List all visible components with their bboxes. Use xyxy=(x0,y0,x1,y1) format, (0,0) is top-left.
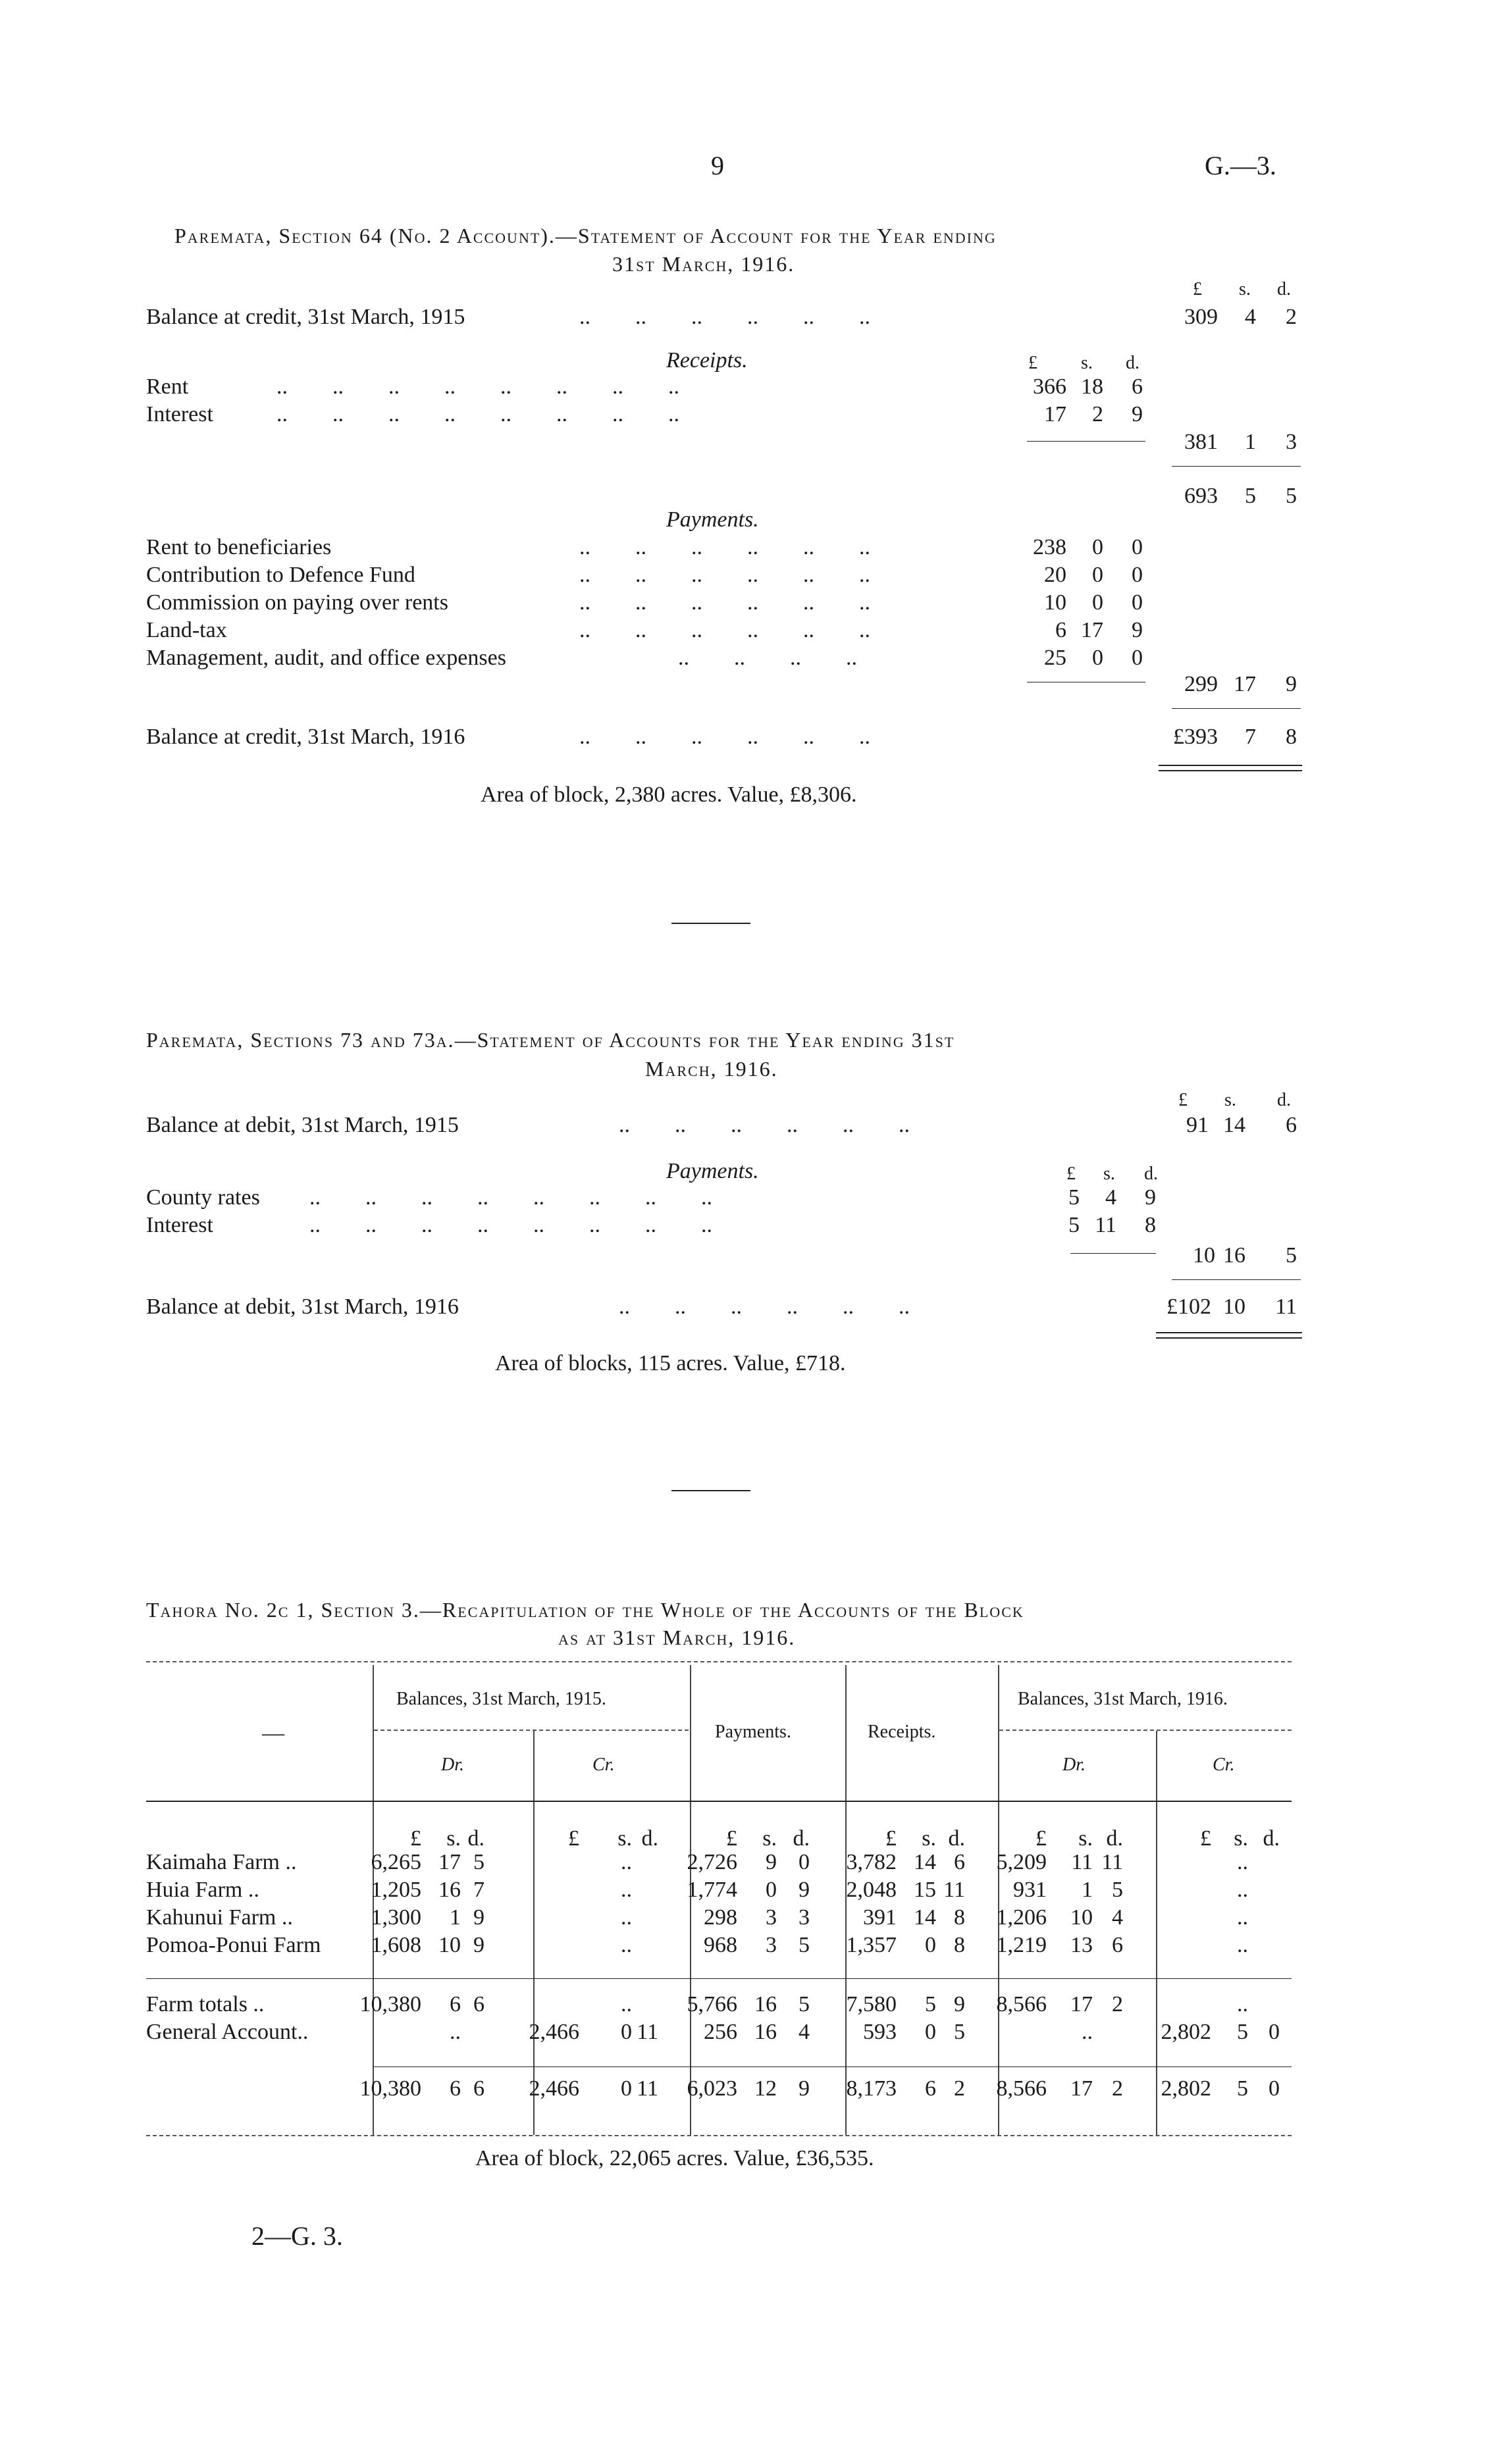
cell-pence: 2 xyxy=(1112,2076,1123,2101)
cell-shillings: 16 xyxy=(754,2020,777,2044)
receipt-pence: 6 xyxy=(1132,374,1143,399)
cell-pounds: 2,466 xyxy=(529,2020,579,2044)
cell-pounds: 10,380 xyxy=(359,2076,421,2101)
table-row-label: Huia Farm .. xyxy=(146,1878,259,1902)
payment-pence: 0 xyxy=(1132,535,1143,559)
cell-pounds: 2,802 xyxy=(1161,2076,1211,2101)
double-rule xyxy=(1159,770,1302,771)
cell-pence: 9 xyxy=(954,1992,965,2016)
unit-label: £ xyxy=(1200,1826,1211,1851)
cell-pounds: 1,774 xyxy=(687,1878,737,1902)
divider xyxy=(146,1978,1292,1979)
payments-heading: Payments. xyxy=(666,1159,759,1183)
cell-pence: 5 xyxy=(799,1933,810,1957)
unit-label: d. xyxy=(641,1826,658,1851)
col-pence: d. xyxy=(1277,279,1291,299)
closing-balance-label: Balance at credit, 31st March, 1916 xyxy=(146,725,465,749)
section3-title-line2: as at 31st March, 1916. xyxy=(558,1626,796,1649)
unit-label: s. xyxy=(1234,1826,1248,1851)
cell-shillings: 16 xyxy=(438,1878,461,1902)
cell-pounds: 10,380 xyxy=(359,1992,421,2016)
payment-pence: 0 xyxy=(1132,590,1143,615)
empty-cell: .. xyxy=(621,1878,632,1902)
header-receipts: Receipts. xyxy=(868,1722,936,1742)
payments-heading: Payments. xyxy=(666,507,759,532)
receipt-pounds: 17 xyxy=(1044,402,1066,426)
closing-shillings: 7 xyxy=(1245,725,1256,749)
cell-shillings: 0 xyxy=(621,2076,632,2101)
closing-shillings: 10 xyxy=(1223,1295,1245,1319)
unit-label: s. xyxy=(922,1826,936,1851)
opening-shillings: 4 xyxy=(1245,305,1256,329)
unit-label: £ xyxy=(410,1826,421,1851)
empty-cell: .. xyxy=(621,1992,632,2016)
unit-label: s. xyxy=(1078,1826,1093,1851)
unit-label: d. xyxy=(467,1826,485,1851)
cell-pounds: 2,726 xyxy=(687,1850,737,1874)
cell-shillings: 10 xyxy=(438,1933,461,1957)
receipts-col-d: d. xyxy=(1126,353,1139,373)
cell-pounds: 391 xyxy=(863,1905,897,1930)
cell-shillings: 17 xyxy=(1070,1992,1093,2016)
payment-label: Rent to beneficiaries xyxy=(146,535,332,559)
leader-dots: .. .. .. .. .. .. xyxy=(579,563,915,587)
payments-col-s: s. xyxy=(1103,1164,1115,1184)
receipts-heading: Receipts. xyxy=(666,348,748,372)
cell-pounds: 3,782 xyxy=(846,1850,897,1874)
cell-pence: 2 xyxy=(954,2076,965,2101)
cell-pence: 6 xyxy=(473,2076,485,2101)
cell-pence: 6 xyxy=(954,1850,965,1874)
payment-label: Land-tax xyxy=(146,618,227,642)
cell-shillings: 0 xyxy=(621,2020,632,2044)
payment-label: Management, audit, and office expenses xyxy=(146,646,506,670)
cell-pounds: 5,766 xyxy=(687,1992,737,2016)
section-separator xyxy=(671,1490,750,1491)
double-rule xyxy=(1156,1337,1302,1339)
closing-pence: 11 xyxy=(1275,1295,1297,1319)
payment-shillings: 0 xyxy=(1092,646,1103,670)
divider xyxy=(1172,466,1301,467)
table-top-rule xyxy=(146,1661,1292,1662)
cell-shillings: 5 xyxy=(1237,2076,1248,2101)
cell-shillings: 10 xyxy=(1070,1905,1093,1930)
receipt-shillings: 2 xyxy=(1092,402,1103,426)
header-payments: Payments. xyxy=(715,1722,791,1742)
cell-pence: 0 xyxy=(799,1850,810,1874)
cell-pounds: 5,209 xyxy=(996,1850,1047,1874)
payment-pounds: 5 xyxy=(1068,1213,1080,1237)
payment-pence: 9 xyxy=(1145,1185,1156,1210)
header-cr: Cr. xyxy=(592,1755,615,1775)
cell-pence: 4 xyxy=(1112,1905,1123,1930)
payment-label: Commission on paying over rents xyxy=(146,590,448,615)
section-separator xyxy=(671,923,750,924)
cell-shillings: 5 xyxy=(1237,2020,1248,2044)
leader-dots: .. .. .. .. xyxy=(678,646,902,670)
cell-pounds: 931 xyxy=(1013,1878,1047,1902)
unit-label: s. xyxy=(617,1826,632,1851)
cell-pence: 8 xyxy=(954,1905,965,1930)
header-rule xyxy=(374,1730,689,1731)
payment-label: Interest xyxy=(146,1213,213,1237)
empty-cell: .. xyxy=(1082,2020,1093,2044)
cell-pence: 0 xyxy=(1269,2020,1280,2044)
cell-pence: 11 xyxy=(637,2020,658,2044)
closing-pounds: £102 xyxy=(1166,1295,1211,1319)
closing-pounds: £393 xyxy=(1173,725,1218,749)
leader-dots: .. .. .. .. .. .. .. .. xyxy=(309,1185,712,1210)
payment-pence: 0 xyxy=(1132,646,1143,670)
cell-shillings: 3 xyxy=(766,1905,777,1930)
cell-pounds: 7,580 xyxy=(846,1992,897,2016)
header-balances-1915: Balances, 31st March, 1915. xyxy=(396,1689,606,1709)
cell-pounds: 8,566 xyxy=(996,1992,1047,2016)
payment-pounds: 5 xyxy=(1068,1185,1080,1210)
section2-title-line2: March, 1916. xyxy=(645,1057,778,1081)
payments-total-pence: 5 xyxy=(1286,1243,1297,1268)
column-rule xyxy=(533,1731,535,2135)
cell-pounds: 968 xyxy=(704,1933,737,1957)
col-pence: d. xyxy=(1277,1090,1291,1110)
opening-pence: 2 xyxy=(1286,305,1297,329)
section3-footnote: Area of block, 22,065 acres. Value, £36,535. xyxy=(475,2146,874,2170)
header-dr: Dr. xyxy=(441,1755,465,1775)
col-pound: £ xyxy=(1193,279,1202,299)
payments-col-d: d. xyxy=(1144,1164,1158,1184)
cell-pounds: 298 xyxy=(704,1905,737,1930)
cell-shillings: 14 xyxy=(914,1905,936,1930)
divider xyxy=(1027,441,1145,442)
unit-label: £ xyxy=(568,1826,579,1851)
payment-pence: 8 xyxy=(1145,1213,1156,1237)
cell-pence: 5 xyxy=(1112,1878,1123,1902)
cell-pence: 5 xyxy=(799,1992,810,2016)
unit-label: d. xyxy=(1263,1826,1280,1851)
unit-label: £ xyxy=(726,1826,737,1851)
receipts-total-pounds: 381 xyxy=(1184,430,1218,454)
leader-dots: .. .. .. .. .. .. xyxy=(579,725,870,749)
payment-pounds: 6 xyxy=(1055,618,1066,642)
empty-cell: .. xyxy=(450,2020,461,2044)
leader-dots: .. .. .. .. .. .. xyxy=(619,1113,910,1137)
payments-total-pounds: 10 xyxy=(1193,1243,1215,1268)
header-balances-1916: Balances, 31st March, 1916. xyxy=(1018,1689,1228,1709)
section2-footnote: Area of blocks, 115 acres. Value, £718. xyxy=(495,1351,846,1375)
unit-label: s. xyxy=(446,1826,461,1851)
cell-pounds: 2,048 xyxy=(846,1878,897,1902)
cell-pence: 9 xyxy=(799,1878,810,1902)
cell-shillings: 13 xyxy=(1070,1933,1093,1957)
leader-dots: .. .. .. .. .. .. xyxy=(619,1295,910,1319)
payment-shillings: 0 xyxy=(1092,535,1103,559)
table-row-label: Kaimaha Farm .. xyxy=(146,1850,297,1874)
opening-pence: 6 xyxy=(1286,1113,1297,1137)
cell-shillings: 6 xyxy=(450,1992,461,2016)
closing-pence: 8 xyxy=(1286,725,1297,749)
payments-total-shillings: 16 xyxy=(1223,1243,1245,1268)
cell-pence: 8 xyxy=(954,1933,965,1957)
cell-pounds: 2,802 xyxy=(1161,2020,1211,2044)
column-rule xyxy=(1156,1731,1157,2135)
table-row-label: Kahunui Farm .. xyxy=(146,1905,293,1930)
subtotal-pounds: 693 xyxy=(1184,484,1218,508)
empty-cell: .. xyxy=(1237,1905,1248,1930)
cell-pounds: 6,265 xyxy=(371,1850,421,1874)
leader-dots: .. .. .. .. .. .. .. .. xyxy=(276,402,679,426)
payment-pence: 9 xyxy=(1132,618,1143,642)
divider xyxy=(1070,1253,1156,1254)
receipt-label: Rent xyxy=(146,374,189,399)
header-rule xyxy=(999,1730,1292,1731)
leader-dots: .. .. .. .. .. .. .. .. xyxy=(309,1213,712,1237)
payments-col-pound: £ xyxy=(1066,1164,1076,1184)
section1-title: Paremata, Section 64 (No. 2 Account).—Statement of Account for the Year ending xyxy=(174,224,997,247)
empty-cell: .. xyxy=(1237,1850,1248,1874)
cell-pounds: 1,206 xyxy=(996,1905,1047,1930)
cell-shillings: 11 xyxy=(1071,1850,1093,1874)
receipts-col-pound: £ xyxy=(1028,353,1037,373)
divider xyxy=(1172,1279,1301,1280)
closing-balance-label: Balance at debit, 31st March, 1916 xyxy=(146,1295,459,1319)
cell-shillings: 1 xyxy=(450,1905,461,1930)
cell-shillings: 0 xyxy=(925,1933,936,1957)
subtotal-shillings: 5 xyxy=(1245,484,1256,508)
cell-pence: 2 xyxy=(1112,1992,1123,2016)
receipts-total-shillings: 1 xyxy=(1245,430,1256,454)
cell-shillings: 9 xyxy=(766,1850,777,1874)
cell-pounds: 593 xyxy=(863,2020,897,2044)
payment-shillings: 0 xyxy=(1092,590,1103,615)
payment-shillings: 17 xyxy=(1081,618,1103,642)
payment-pounds: 25 xyxy=(1044,646,1066,670)
payments-total-pence: 9 xyxy=(1286,672,1297,696)
cell-pounds: 1,608 xyxy=(371,1933,421,1957)
header-cr: Cr. xyxy=(1213,1755,1235,1775)
cell-pounds: 6,023 xyxy=(687,2076,737,2101)
empty-cell: .. xyxy=(621,1850,632,1874)
empty-cell: .. xyxy=(621,1933,632,1957)
receipt-label: Interest xyxy=(146,402,213,426)
cell-pence: 5 xyxy=(473,1850,485,1874)
cell-shillings: 0 xyxy=(925,2020,936,2044)
cell-shillings: 6 xyxy=(925,2076,936,2101)
opening-balance-label: Balance at credit, 31st March, 1915 xyxy=(146,305,465,329)
cell-pence: 11 xyxy=(943,1878,965,1902)
cell-shillings: 5 xyxy=(925,1992,936,2016)
cell-pence: 6 xyxy=(473,1992,485,2016)
cell-pence: 0 xyxy=(1269,2076,1280,2101)
cell-pounds: 8,566 xyxy=(996,2076,1047,2101)
cell-shillings: 17 xyxy=(438,1850,461,1874)
cell-shillings: 3 xyxy=(766,1933,777,1957)
divider xyxy=(1172,708,1301,709)
cell-pence: 6 xyxy=(1112,1933,1123,1957)
leader-dots: .. .. .. .. .. .. xyxy=(579,305,870,329)
receipts-col-s: s. xyxy=(1081,353,1093,373)
payment-shillings: 0 xyxy=(1092,563,1103,587)
unit-label: d. xyxy=(793,1826,810,1851)
page-number: 9 xyxy=(711,151,724,180)
farm-totals-row-label: Farm totals .. xyxy=(146,1992,265,2016)
general-account-row-label: General Account.. xyxy=(146,2020,309,2044)
payment-pounds: 10 xyxy=(1044,590,1066,615)
cell-shillings: 16 xyxy=(754,1992,777,2016)
col-shillings: s. xyxy=(1239,279,1251,299)
cell-shillings: 17 xyxy=(1070,2076,1093,2101)
leader-dots: .. .. .. .. .. .. xyxy=(579,618,915,642)
cell-pounds: 1,219 xyxy=(996,1933,1047,1957)
unit-label: £ xyxy=(885,1826,897,1851)
payment-pounds: 238 xyxy=(1033,535,1066,559)
cell-pence: 3 xyxy=(799,1905,810,1930)
section2-title: Paremata, Sections 73 and 73a.—Statement of Accounts for the Year ending 31st xyxy=(146,1028,955,1052)
cell-pounds: 1,357 xyxy=(846,1933,897,1957)
receipts-total-pence: 3 xyxy=(1286,430,1297,454)
payment-pence: 0 xyxy=(1132,563,1143,587)
cell-shillings: 12 xyxy=(754,2076,777,2101)
unit-label: s. xyxy=(762,1826,777,1851)
cell-pence: 11 xyxy=(637,2076,658,2101)
section1-footnote: Area of block, 2,380 acres. Value, £8,306. xyxy=(481,783,857,807)
cell-pence: 7 xyxy=(473,1878,485,1902)
section1-title-line2: 31st March, 1916. xyxy=(612,252,795,276)
header-dash: — xyxy=(262,1721,284,1745)
divider xyxy=(374,2066,1292,2067)
cell-shillings: 6 xyxy=(450,2076,461,2101)
leader-dots: .. .. .. .. .. .. xyxy=(579,535,915,559)
subtotal-pence: 5 xyxy=(1286,484,1297,508)
cell-pence: 9 xyxy=(799,2076,810,2101)
payment-label: County rates xyxy=(146,1185,260,1210)
cell-shillings: 0 xyxy=(766,1878,777,1902)
section3-title: Tahora No. 2c 1, Section 3.—Recapitulation of the Whole of the Accounts of the Block xyxy=(146,1598,1024,1622)
unit-label: d. xyxy=(948,1826,965,1851)
header-bottom-rule xyxy=(146,1801,1292,1802)
table-row-label: Pomoa-Ponui Farm xyxy=(146,1933,321,1957)
cell-pounds: 1,300 xyxy=(371,1905,421,1930)
opening-balance-label: Balance at debit, 31st March, 1915 xyxy=(146,1113,459,1137)
signature-mark: 2—G. 3. xyxy=(251,2221,343,2251)
cell-pounds: 2,466 xyxy=(529,2076,579,2101)
receipt-pounds: 366 xyxy=(1033,374,1066,399)
payment-shillings: 4 xyxy=(1105,1185,1116,1210)
cell-pounds: 1,205 xyxy=(371,1878,421,1902)
opening-shillings: 14 xyxy=(1223,1113,1245,1137)
payments-total-pounds: 299 xyxy=(1184,672,1218,696)
opening-pounds: 309 xyxy=(1184,305,1218,329)
cell-pence: 4 xyxy=(799,2020,810,2044)
cell-pounds: 8,173 xyxy=(846,2076,897,2101)
leader-dots: .. .. .. .. .. .. .. .. xyxy=(276,374,679,399)
payments-total-shillings: 17 xyxy=(1234,672,1256,696)
table-bottom-rule xyxy=(146,2135,1292,2136)
cell-pence: 5 xyxy=(954,2020,965,2044)
opening-pounds: 91 xyxy=(1186,1113,1209,1137)
payment-label: Contribution to Defence Fund xyxy=(146,563,415,587)
col-shillings: s. xyxy=(1224,1090,1236,1110)
cell-shillings: 1 xyxy=(1082,1878,1093,1902)
empty-cell: .. xyxy=(621,1905,632,1930)
double-rule xyxy=(1156,1332,1302,1333)
cell-pounds: 256 xyxy=(704,2020,737,2044)
payment-pounds: 20 xyxy=(1044,563,1066,587)
leader-dots: .. .. .. .. .. .. xyxy=(579,590,915,615)
empty-cell: .. xyxy=(1237,1878,1248,1902)
cell-pence: 11 xyxy=(1101,1850,1123,1874)
receipt-pence: 9 xyxy=(1132,402,1143,426)
col-pound: £ xyxy=(1178,1090,1188,1110)
cell-pence: 9 xyxy=(473,1905,485,1930)
header-dr: Dr. xyxy=(1062,1755,1086,1775)
double-rule xyxy=(1159,765,1302,766)
document-reference: G.—3. xyxy=(1205,151,1276,180)
empty-cell: .. xyxy=(1237,1992,1248,2016)
payment-shillings: 11 xyxy=(1095,1213,1116,1237)
empty-cell: .. xyxy=(1237,1933,1248,1957)
cell-shillings: 15 xyxy=(914,1878,936,1902)
cell-pence: 9 xyxy=(473,1933,485,1957)
unit-label: d. xyxy=(1106,1826,1123,1851)
receipt-shillings: 18 xyxy=(1081,374,1103,399)
cell-shillings: 14 xyxy=(914,1850,936,1874)
unit-label: £ xyxy=(1035,1826,1047,1851)
